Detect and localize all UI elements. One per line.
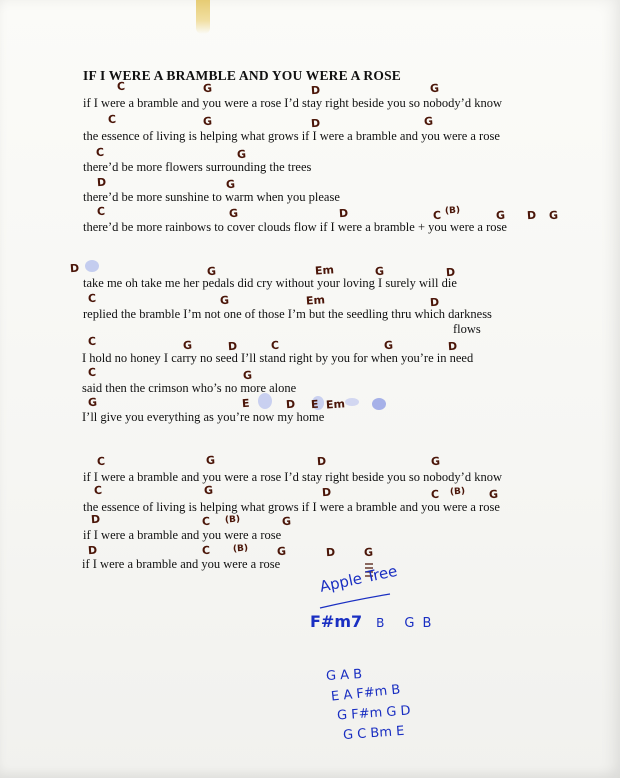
chord-label: D (69, 261, 80, 276)
chord-label: C (430, 487, 440, 502)
chord-label: G (374, 264, 385, 279)
chord-label: G (423, 114, 434, 129)
chord-label: Em (305, 293, 326, 308)
chord-label: C (201, 543, 211, 558)
chord-label: C (270, 338, 280, 353)
ink-smudge (372, 398, 386, 410)
lyric-line: the essence of living is helping what grows if I were a bramble and you were a rose (83, 129, 500, 143)
chord-label: D (90, 512, 101, 527)
chord-label: G (495, 208, 506, 223)
lyric-line: flows (453, 322, 481, 336)
chord-label: G (182, 338, 193, 353)
chord-label: G (236, 147, 247, 162)
chord-label: G (276, 544, 287, 559)
chord-label: C (93, 483, 103, 498)
chord-label: D (316, 454, 327, 469)
lyric-line: if I were a bramble and you were a rose (82, 557, 281, 571)
lyric-line: I’ll give you everything as you’re now my home (82, 410, 325, 424)
chord-label: C (87, 334, 97, 349)
chord-label: C (87, 365, 97, 380)
lyric-line: if I were a bramble and you were a rose (83, 528, 282, 542)
handwritten-chord-row (310, 612, 431, 632)
song-title: IF I WERE A BRAMBLE AND YOU WERE A ROSE (83, 68, 401, 83)
chord-label: D (87, 543, 98, 558)
chord-label: C (201, 514, 211, 529)
chord-label: G (87, 395, 98, 410)
chord-label: G (202, 81, 213, 96)
hand-chord: B (376, 616, 385, 630)
handwritten-chord-list-line: G C Bm E (342, 723, 405, 744)
chord-label: D (325, 545, 336, 560)
chord-label: G (203, 483, 214, 498)
chord-label: (B) (232, 543, 249, 555)
chord-label: C (432, 208, 442, 223)
chord-label: D (96, 175, 107, 190)
lyric-line: the essence of living is helping what grows if I were a bramble and you were a rose (83, 500, 500, 514)
chord-label: D (310, 116, 321, 131)
chord-label: E (310, 397, 319, 412)
chord-label: Em (325, 397, 346, 412)
chord-label: Em (314, 263, 335, 278)
chord-label: D (445, 265, 456, 280)
lyric-line: there’d be more sunshine to warm when you please (83, 190, 340, 204)
lyric-line: said then the crimson who’s no more alone (82, 381, 297, 395)
chord-label: C (96, 454, 106, 469)
handwritten-chord-list-line: E A F#m B (330, 682, 402, 705)
chord-label: G (225, 177, 236, 192)
chord-label: G (281, 514, 292, 529)
tape-stain (196, 0, 210, 34)
lyric-line: take me oh take me her pedals did cry without your loving I surely will die (83, 276, 457, 290)
chord-label: G (228, 206, 239, 221)
chord-label: (B) (444, 205, 461, 217)
hand-chord: F#m7 (310, 612, 363, 631)
handwritten-apple-tree: Apple Tree (318, 561, 399, 596)
chord-label: G (363, 545, 374, 560)
ink-smudge (345, 398, 359, 406)
chord-label: G (219, 293, 230, 308)
ink-smudge (85, 260, 99, 272)
chord-label: C (96, 204, 106, 219)
underline-stroke (318, 592, 392, 610)
lyric-line: if I were a bramble and you were a rose I’d stay right beside you so nobody’d know (83, 96, 502, 110)
lyric-line: I hold no honey I carry no seed I’ll stand right by you for when you’re in need (82, 351, 474, 365)
chord-label: D (310, 83, 321, 98)
chord-label: D (321, 485, 332, 500)
chord-label: G (429, 81, 440, 96)
chord-label: C (87, 291, 97, 306)
chord-label: D (429, 295, 440, 310)
lyric-line: there’d be more rainbows to cover clouds flow if I were a bramble + you were a rose (83, 220, 507, 234)
chord-label: E (241, 396, 250, 411)
chord-label: G (205, 453, 216, 468)
hand-chord: B (422, 616, 432, 631)
chord-label: C (116, 79, 126, 94)
chord-label: G (488, 487, 499, 502)
chord-label: G (206, 264, 217, 279)
hand-chord: G (404, 616, 415, 631)
chord-label: D (285, 397, 296, 412)
chord-label: (B) (224, 514, 241, 526)
chord-label: D (227, 339, 238, 354)
chord-label: G (430, 454, 441, 469)
chord-label: G (383, 338, 394, 353)
chord-label: C (107, 112, 117, 127)
chord-label: (B) (449, 486, 466, 498)
lyric-line: there’d be more flowers surrounding the trees (83, 160, 312, 174)
chord-label: G (548, 208, 559, 223)
handwritten-chord-list-line: G A B (325, 667, 363, 684)
chord-label: G (202, 114, 213, 129)
chord-label: D (526, 208, 537, 223)
lyric-line: replied the bramble I’m not one of those I’m but the seedling thru which darkness (83, 307, 492, 321)
lyric-line: if I were a bramble and you were a rose I’d stay right beside you so nobody’d know (83, 470, 502, 484)
chord-label: D (447, 339, 458, 354)
handwritten-chord-list-line: G F#m G D (336, 703, 412, 724)
chord-label: D (338, 206, 349, 221)
chord-label: C (95, 145, 105, 160)
chord-label: G (242, 368, 253, 383)
